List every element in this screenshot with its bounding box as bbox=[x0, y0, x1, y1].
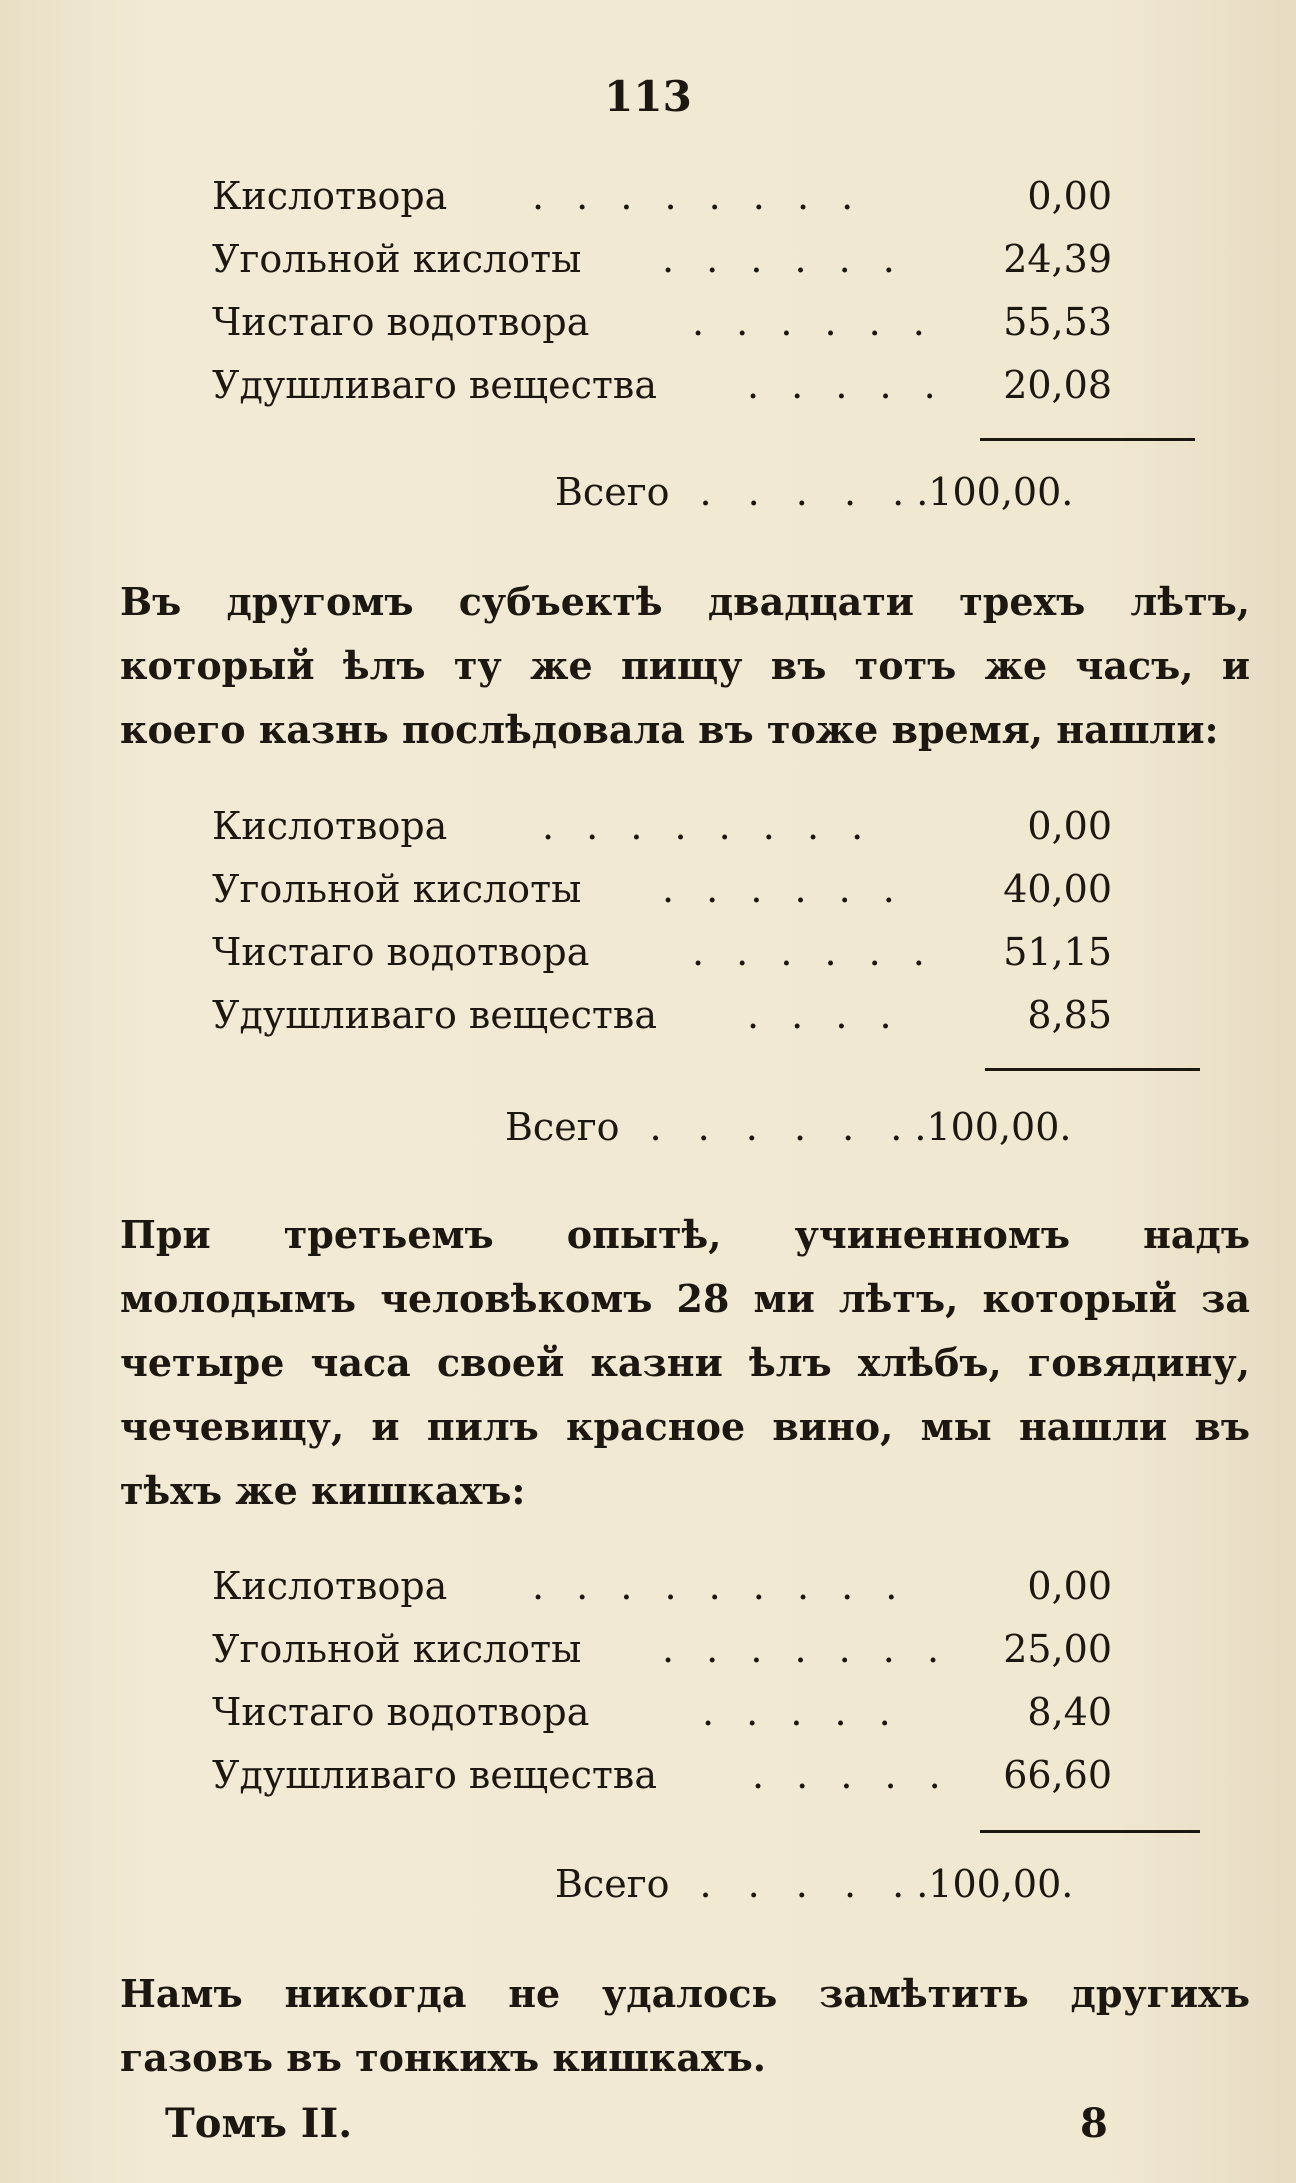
row-label: Кислотвора bbox=[212, 174, 448, 218]
sum-rule bbox=[980, 438, 1195, 441]
page-number: 113 bbox=[604, 72, 692, 121]
table-row bbox=[212, 1744, 1172, 1807]
paragraph: При третьемъ опытѣ, учиненномъ надъ молодымъ человѣкомъ 28 ми лѣтъ, который за четыре часа своей казни ѣлъ хлѣбъ, говядину, чечевицу, и пилъ красное вино, мы нашли въ тѣхъ же кишкахъ: bbox=[120, 1212, 1250, 1513]
leader-dots: . . . . . bbox=[747, 363, 946, 407]
row-label: Угольной кислоты bbox=[212, 237, 582, 281]
leader-dots: . . . . . bbox=[752, 1753, 951, 1797]
row-value: 8,40 bbox=[1027, 1690, 1112, 1734]
row-value: 51,15 bbox=[1003, 930, 1112, 974]
paragraph: Намъ никогда не удалось замѣтить другихъ газовъ въ тонкихъ кишкахъ. bbox=[120, 1971, 1250, 2080]
leader-dots: . . . . . . . . bbox=[532, 174, 864, 218]
leader-dots: . . . . . bbox=[699, 470, 917, 514]
table-row bbox=[212, 165, 1172, 228]
leader-dots: . . . . . bbox=[702, 1690, 901, 1734]
total-value: .100,00. bbox=[916, 470, 1074, 514]
row-value: 55,53 bbox=[1003, 300, 1112, 344]
leader-dots: . . . . . bbox=[699, 1862, 917, 1906]
row-label: Удушливаго вещества bbox=[212, 1753, 657, 1797]
leader-dots: . . . . . . bbox=[692, 930, 935, 974]
row-value: 0,00 bbox=[1027, 174, 1112, 218]
sum-rule bbox=[980, 1830, 1200, 1833]
row-label: Угольной кислоты bbox=[212, 867, 582, 911]
table-row bbox=[212, 354, 1172, 417]
signature-mark: 8 bbox=[1080, 2100, 1108, 2147]
leader-dots: . . . . . . bbox=[692, 300, 935, 344]
total-label: Всего bbox=[555, 470, 670, 514]
table-row bbox=[212, 921, 1172, 984]
total-label: Всего bbox=[555, 1862, 670, 1906]
row-label: Угольной кислоты bbox=[212, 1627, 582, 1671]
total-label: Всего bbox=[505, 1105, 620, 1149]
gas-table-1 bbox=[212, 165, 1172, 417]
row-label: Кислотвора bbox=[212, 1564, 448, 1608]
leader-dots: . . . . . . bbox=[649, 1105, 915, 1149]
gas-table-2 bbox=[212, 795, 1172, 1047]
row-label: Чистаго водотвора bbox=[212, 300, 590, 344]
row-label: Удушливаго вещества bbox=[212, 363, 657, 407]
table-row bbox=[212, 1618, 1172, 1681]
paragraph: Въ другомъ субъектѣ двадцати трехъ лѣтъ, который ѣлъ ту же пищу въ тотъ же часъ, и коего казнь послѣдовала въ тоже время, нашли: bbox=[120, 579, 1250, 752]
row-value: 0,00 bbox=[1027, 804, 1112, 848]
table-row bbox=[212, 228, 1172, 291]
leader-dots: . . . . . . . bbox=[662, 1627, 950, 1671]
row-value: 0,00 bbox=[1027, 1564, 1112, 1608]
row-label: Чистаго водотвора bbox=[212, 930, 590, 974]
row-value: 25,00 bbox=[1003, 1627, 1112, 1671]
leader-dots: . . . . . . . . bbox=[542, 804, 874, 848]
total-value: .100,00. bbox=[916, 1862, 1074, 1906]
row-value: 40,00 bbox=[1003, 867, 1112, 911]
total-line bbox=[505, 1105, 1071, 1149]
row-label: Кислотвора bbox=[212, 804, 448, 848]
sum-rule bbox=[985, 1068, 1200, 1071]
leader-dots: . . . . . . bbox=[662, 237, 905, 281]
table-row bbox=[212, 858, 1172, 921]
table-row bbox=[212, 984, 1172, 1047]
table-row bbox=[212, 1681, 1172, 1744]
row-value: 8,85 bbox=[1027, 993, 1112, 1037]
row-label: Чистаго водотвора bbox=[212, 1690, 590, 1734]
table-row bbox=[212, 1555, 1172, 1618]
row-value: 66,60 bbox=[1003, 1753, 1112, 1797]
leader-dots: . . . . bbox=[747, 993, 902, 1037]
row-label: Удушливаго вещества bbox=[212, 993, 657, 1037]
total-line bbox=[555, 470, 1073, 514]
gas-table-3 bbox=[212, 1555, 1172, 1807]
leader-dots: . . . . . . bbox=[662, 867, 905, 911]
table-row bbox=[212, 795, 1172, 858]
volume-label: Томъ II. bbox=[165, 2100, 353, 2147]
total-line bbox=[555, 1862, 1073, 1906]
row-value: 24,39 bbox=[1003, 237, 1112, 281]
table-row bbox=[212, 291, 1172, 354]
row-value: 20,08 bbox=[1003, 363, 1112, 407]
leader-dots: . . . . . . . . . bbox=[532, 1564, 908, 1608]
total-value: .100,00. bbox=[914, 1105, 1072, 1149]
